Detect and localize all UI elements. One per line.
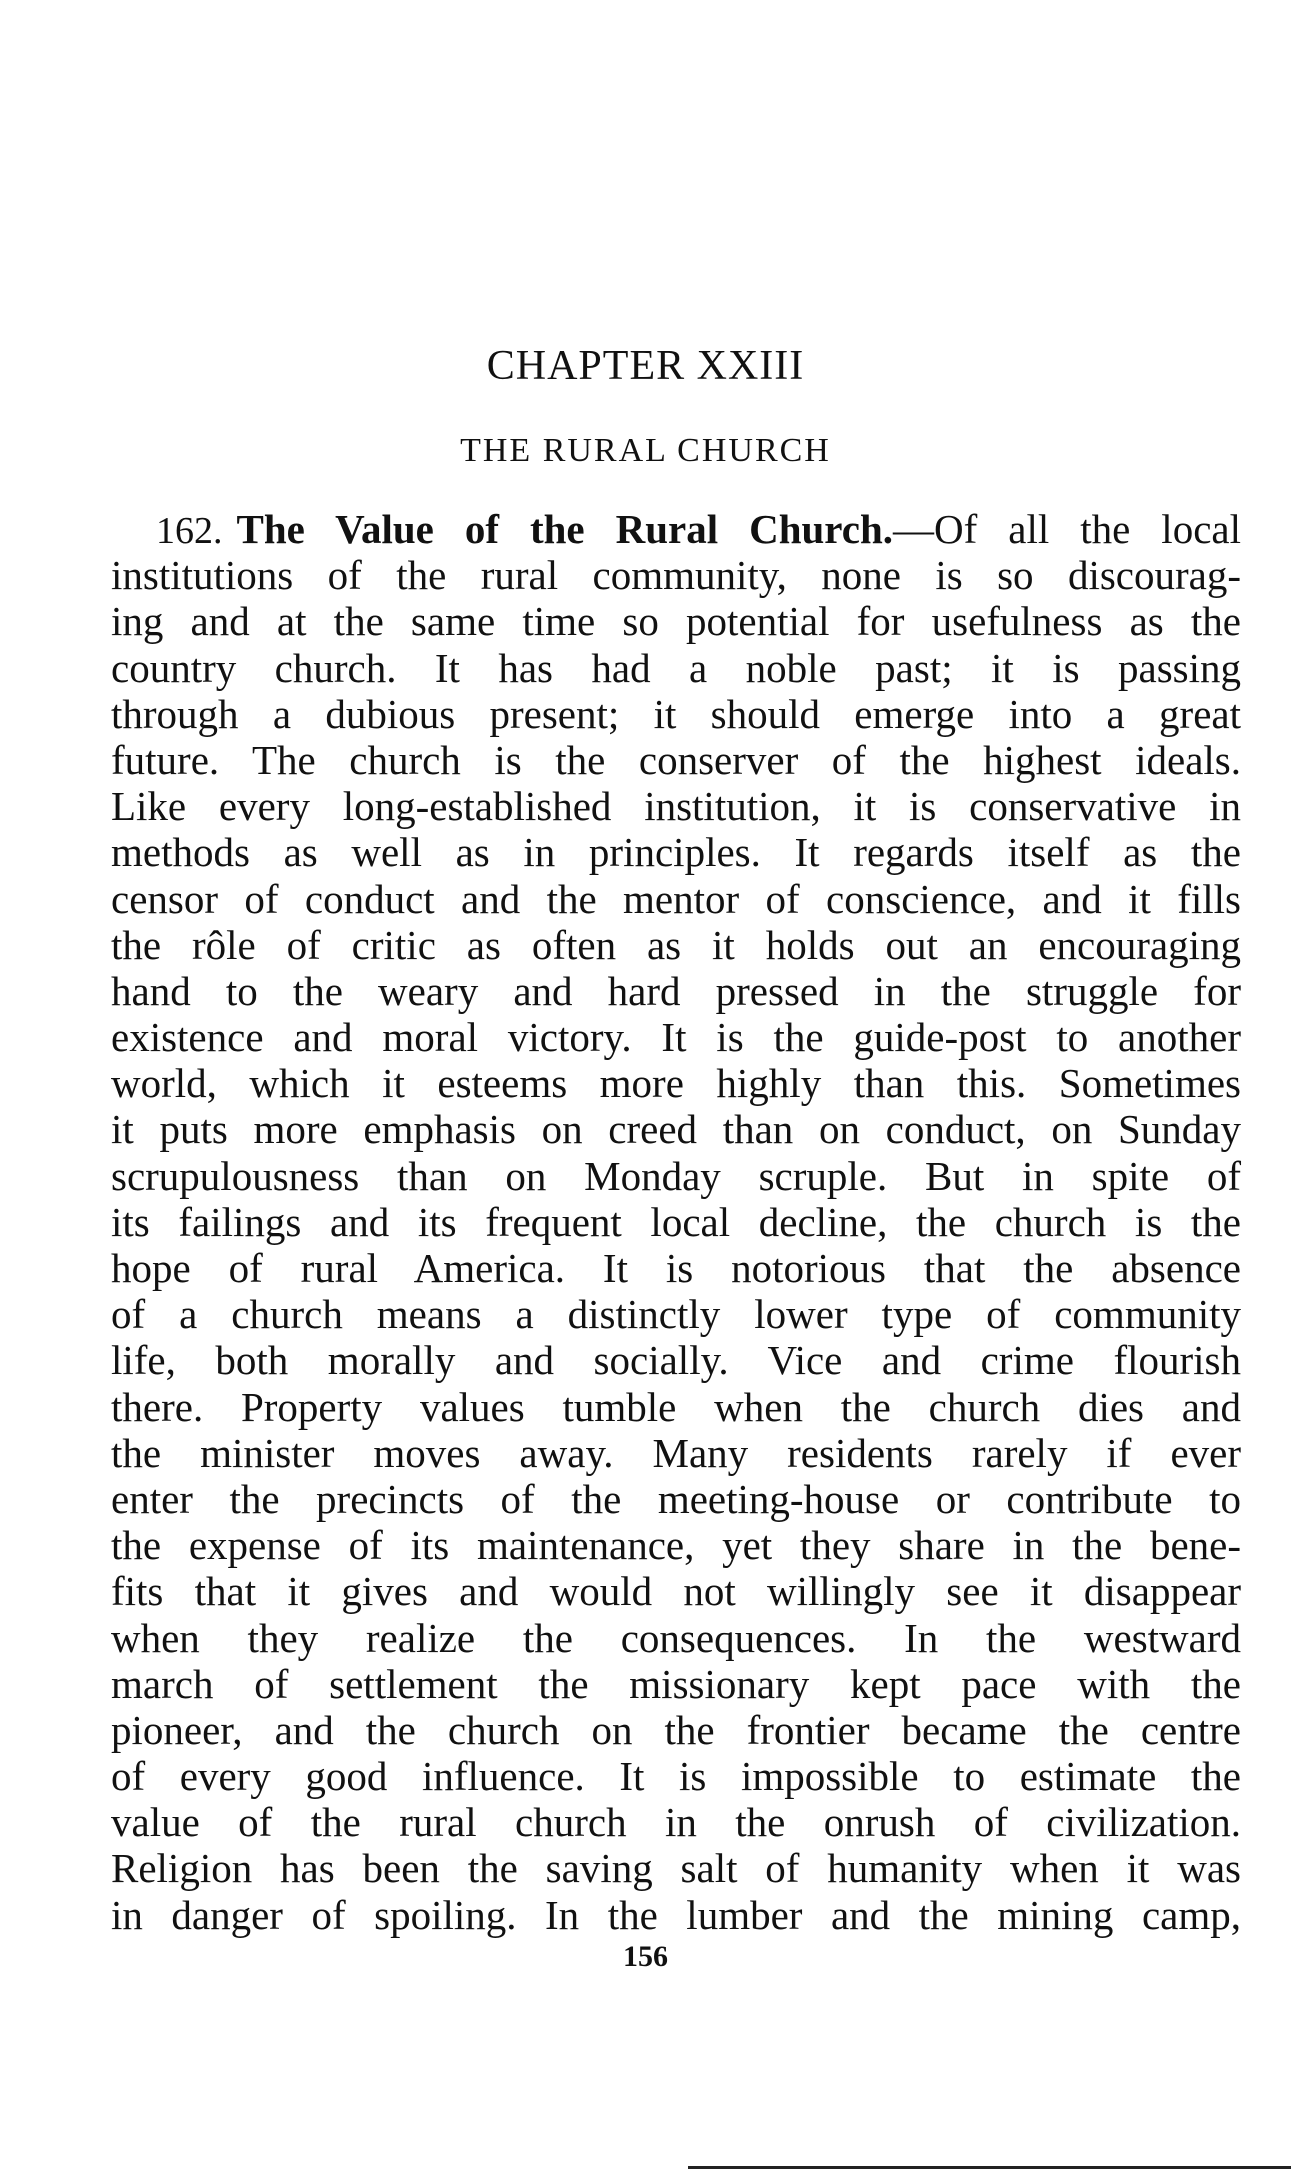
text-line: it puts more emphasis on creed than on conduct, on Sunday — [111, 1106, 1241, 1153]
text-line: enter the precincts of the meeting-house or contribute to — [111, 1475, 1241, 1522]
text-line: life, both morally and socially. Vice and crime flourish — [111, 1337, 1241, 1384]
paragraph-first-line-text: —Of all the local — [893, 506, 1241, 552]
text-line: value of the rural church in the onrush of civilization. — [111, 1799, 1241, 1846]
page-number: 156 — [623, 1940, 668, 1973]
text-line: censor of conduct and the mentor of conscience, and it fills — [111, 875, 1241, 922]
text-line: of every good influence. It is impossible to estimate the — [111, 1753, 1241, 1800]
text-line: ing and at the same time so potential for usefulness as the — [111, 598, 1241, 645]
text-line: methods as well as in principles. It regards itself as the — [111, 829, 1241, 876]
text-line: of a church means a distinctly lower type of community — [111, 1291, 1241, 1338]
text-line: there. Property values tumble when the church dies and — [111, 1383, 1241, 1430]
text-line: when they realize the consequences. In the westward — [111, 1614, 1241, 1661]
section-title: THE RURAL CHURCH — [460, 432, 831, 469]
text-line: through a dubious present; it should emerge into a great — [111, 690, 1241, 737]
text-line: the rôle of critic as often as it holds out an encouraging — [111, 921, 1241, 968]
text-line: Like every long-established institution, it is conservative in — [111, 783, 1241, 830]
chapter-title: CHAPTER XXIII — [486, 343, 805, 389]
text-line: world, which it esteems more highly than this. Sometimes — [111, 1060, 1241, 1107]
text-line: pioneer, and the church on the frontier became the centre — [111, 1706, 1241, 1753]
text-line: march of settlement the missionary kept pace with the — [111, 1660, 1241, 1707]
text-line: the expense of its maintenance, yet they share in the bene- — [111, 1522, 1241, 1569]
text-line: Religion has been the saving salt of humanity when it was — [111, 1845, 1241, 1892]
paragraph-number: 162. — [156, 510, 223, 552]
text-line: scrupulousness than on Monday scruple. But in spite of — [111, 1152, 1241, 1199]
text-line: its failings and its frequent local decline, the church is the — [111, 1198, 1241, 1245]
text-line: future. The church is the conserver of the highest ideals. — [111, 736, 1241, 783]
text-line: the minister moves away. Many residents rarely if ever — [111, 1429, 1241, 1476]
text-line: institutions of the rural community, none is so discourag- — [111, 552, 1241, 599]
body-text — [111, 506, 1241, 1938]
paragraph-heading: The Value of the Rural Church. — [236, 506, 894, 552]
text-line: country church. It has had a noble past; it is passing — [111, 644, 1241, 691]
text-line: in danger of spoiling. In the lumber and the mining camp, — [111, 1891, 1241, 1938]
text-line: hope of rural America. It is notorious that the absence — [111, 1245, 1241, 1291]
text-line: existence and moral victory. It is the guide-post to another — [111, 1014, 1241, 1061]
bottom-rule — [688, 2166, 1291, 2169]
text-line: fits that it gives and would not willingly see it disappear — [111, 1568, 1241, 1615]
text-line: hand to the weary and hard pressed in the struggle for — [111, 967, 1241, 1014]
paragraph-first-line — [111, 506, 1241, 552]
